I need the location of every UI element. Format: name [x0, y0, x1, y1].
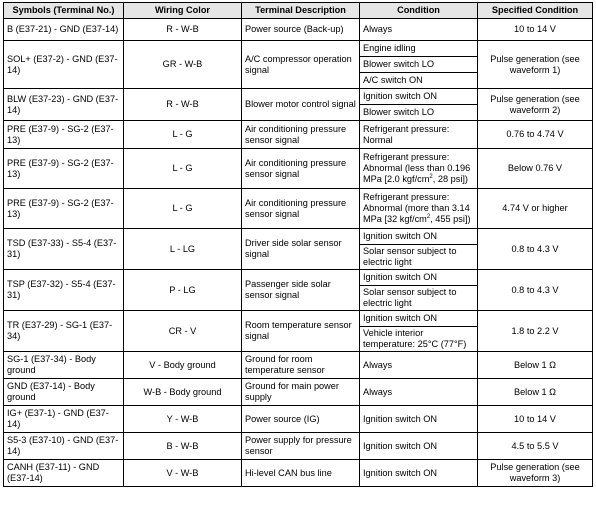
wiring-cell: V - W-B [124, 460, 242, 487]
table-row [4, 433, 593, 460]
wiring-cell: P - LG [124, 270, 242, 311]
condition-text: Refrigerant pressure: Abnormal (less than 0.196 MPa [2.0 kgf/cm [363, 152, 471, 184]
symbol-cell: GND (E37-14) - Body ground [4, 379, 124, 406]
wiring-cell: CR - V [124, 311, 242, 352]
description-cell: Room temperature sensor signal [242, 311, 360, 352]
condition-cell: Ignition switch ON [360, 229, 478, 245]
description-cell: Driver side solar sensor signal [242, 229, 360, 270]
condition-cell: A/C switch ON [360, 73, 478, 89]
condition-cell: Vehicle interior temperature: 25°C (77°F) [360, 327, 478, 352]
symbol-cell: S5-3 (E37-10) - GND (E37-14) [4, 433, 124, 460]
condition-cell: Ignition switch ON [360, 433, 478, 460]
wiring-cell: L - G [124, 121, 242, 149]
description-cell: Air conditioning pressure sensor signal [242, 149, 360, 189]
description-cell: Ground for main power supply [242, 379, 360, 406]
condition-cell: Ignition switch ON [360, 406, 478, 433]
symbol-cell: PRE (E37-9) - SG-2 (E37-13) [4, 189, 124, 229]
specified-cell: Below 0.76 V [478, 149, 593, 189]
symbol-cell: TSP (E37-32) - S5-4 (E37-31) [4, 270, 124, 311]
specified-cell: 10 to 14 V [478, 406, 593, 433]
specified-cell: 0.76 to 4.74 V [478, 121, 593, 149]
symbol-cell: PRE (E37-9) - SG-2 (E37-13) [4, 121, 124, 149]
condition-cell: Ignition switch ON [360, 460, 478, 487]
description-cell: Hi-level CAN bus line [242, 460, 360, 487]
terminal-spec-table-wrapper [3, 2, 593, 487]
specified-cell: 0.8 to 4.3 V [478, 270, 593, 311]
table-row [4, 379, 593, 406]
table-row [4, 311, 593, 327]
header-condition: Condition [360, 3, 478, 19]
terminal-spec-table [3, 2, 593, 487]
symbol-cell: SOL+ (E37-2) - GND (E37-14) [4, 41, 124, 89]
specified-cell: 4.5 to 5.5 V [478, 433, 593, 460]
header-specified-condition: Specified Condition [478, 3, 593, 19]
wiring-cell: R - W-B [124, 89, 242, 121]
condition-cell: Always [360, 19, 478, 41]
condition-text: Refrigerant pressure: Abnormal (more than 3.14 MPa [32 kgf/cm [363, 192, 470, 224]
specified-cell: Pulse generation (see waveform 1) [478, 41, 593, 89]
table-row [4, 19, 593, 41]
wiring-cell: R - W-B [124, 19, 242, 41]
symbol-cell: BLW (E37-23) - GND (E37-14) [4, 89, 124, 121]
description-cell: Air conditioning pressure sensor signal [242, 189, 360, 229]
table-row [4, 189, 593, 229]
table-row [4, 89, 593, 105]
table-header-row [4, 3, 593, 19]
symbol-cell: SG-1 (E37-34) - Body ground [4, 352, 124, 379]
specified-cell: Pulse generation (see waveform 2) [478, 89, 593, 121]
description-cell: Power supply for pressure sensor [242, 433, 360, 460]
condition-cell: Ignition switch ON [360, 311, 478, 327]
description-cell: Ground for room temperature sensor [242, 352, 360, 379]
description-cell: Blower motor control signal [242, 89, 360, 121]
symbol-cell: B (E37-21) - GND (E37-14) [4, 19, 124, 41]
header-symbols: Symbols (Terminal No.) [4, 3, 124, 19]
condition-cell: Ignition switch ON [360, 270, 478, 286]
condition-cell: Blower switch LO [360, 57, 478, 73]
specified-cell: 10 to 14 V [478, 19, 593, 41]
wiring-cell: Y - W-B [124, 406, 242, 433]
header-terminal-description: Terminal Description [242, 3, 360, 19]
description-cell: Air conditioning pressure sensor signal [242, 121, 360, 149]
table-row [4, 270, 593, 286]
condition-cell: Solar sensor subject to electric light [360, 245, 478, 270]
table-row [4, 352, 593, 379]
table-row [4, 460, 593, 487]
symbol-cell: IG+ (E37-1) - GND (E37-14) [4, 406, 124, 433]
specified-cell: Below 1 Ω [478, 379, 593, 406]
description-cell: A/C compressor operation signal [242, 41, 360, 89]
header-wiring-color: Wiring Color [124, 3, 242, 19]
condition-cell [360, 149, 478, 189]
wiring-cell: L - G [124, 149, 242, 189]
symbol-cell: PRE (E37-9) - SG-2 (E37-13) [4, 149, 124, 189]
symbol-cell: CANH (E37-11) - GND (E37-14) [4, 460, 124, 487]
condition-cell: Refrigerant pressure: Normal [360, 121, 478, 149]
condition-cell: Always [360, 352, 478, 379]
condition-text: , 455 psi]) [430, 214, 471, 224]
description-cell: Passenger side solar sensor signal [242, 270, 360, 311]
condition-text: , 28 psi]) [432, 174, 468, 184]
wiring-cell: W-B - Body ground [124, 379, 242, 406]
description-cell: Power source (IG) [242, 406, 360, 433]
specified-cell: Below 1 Ω [478, 352, 593, 379]
condition-cell [360, 189, 478, 229]
specified-cell: 0.8 to 4.3 V [478, 229, 593, 270]
wiring-cell: V - Body ground [124, 352, 242, 379]
table-row [4, 229, 593, 245]
condition-cell: Ignition switch ON [360, 89, 478, 105]
condition-cell: Always [360, 379, 478, 406]
condition-cell: Engine idling [360, 41, 478, 57]
symbol-cell: TSD (E37-33) - S5-4 (E37-31) [4, 229, 124, 270]
description-cell: Power source (Back-up) [242, 19, 360, 41]
table-row [4, 149, 593, 189]
superscript-2: 2 [429, 173, 433, 180]
table-row [4, 121, 593, 149]
table-row [4, 406, 593, 433]
wiring-cell: L - LG [124, 229, 242, 270]
wiring-cell: L - G [124, 189, 242, 229]
specified-cell: 4.74 V or higher [478, 189, 593, 229]
specified-cell: Pulse generation (see waveform 3) [478, 460, 593, 487]
condition-cell: Blower switch LO [360, 105, 478, 121]
condition-cell: Solar sensor subject to electric light [360, 286, 478, 311]
superscript-2: 2 [426, 213, 431, 220]
table-row [4, 41, 593, 57]
specified-cell: 1.8 to 2.2 V [478, 311, 593, 352]
wiring-cell: GR - W-B [124, 41, 242, 89]
wiring-cell: B - W-B [124, 433, 242, 460]
symbol-cell: TR (E37-29) - SG-1 (E37-34) [4, 311, 124, 352]
